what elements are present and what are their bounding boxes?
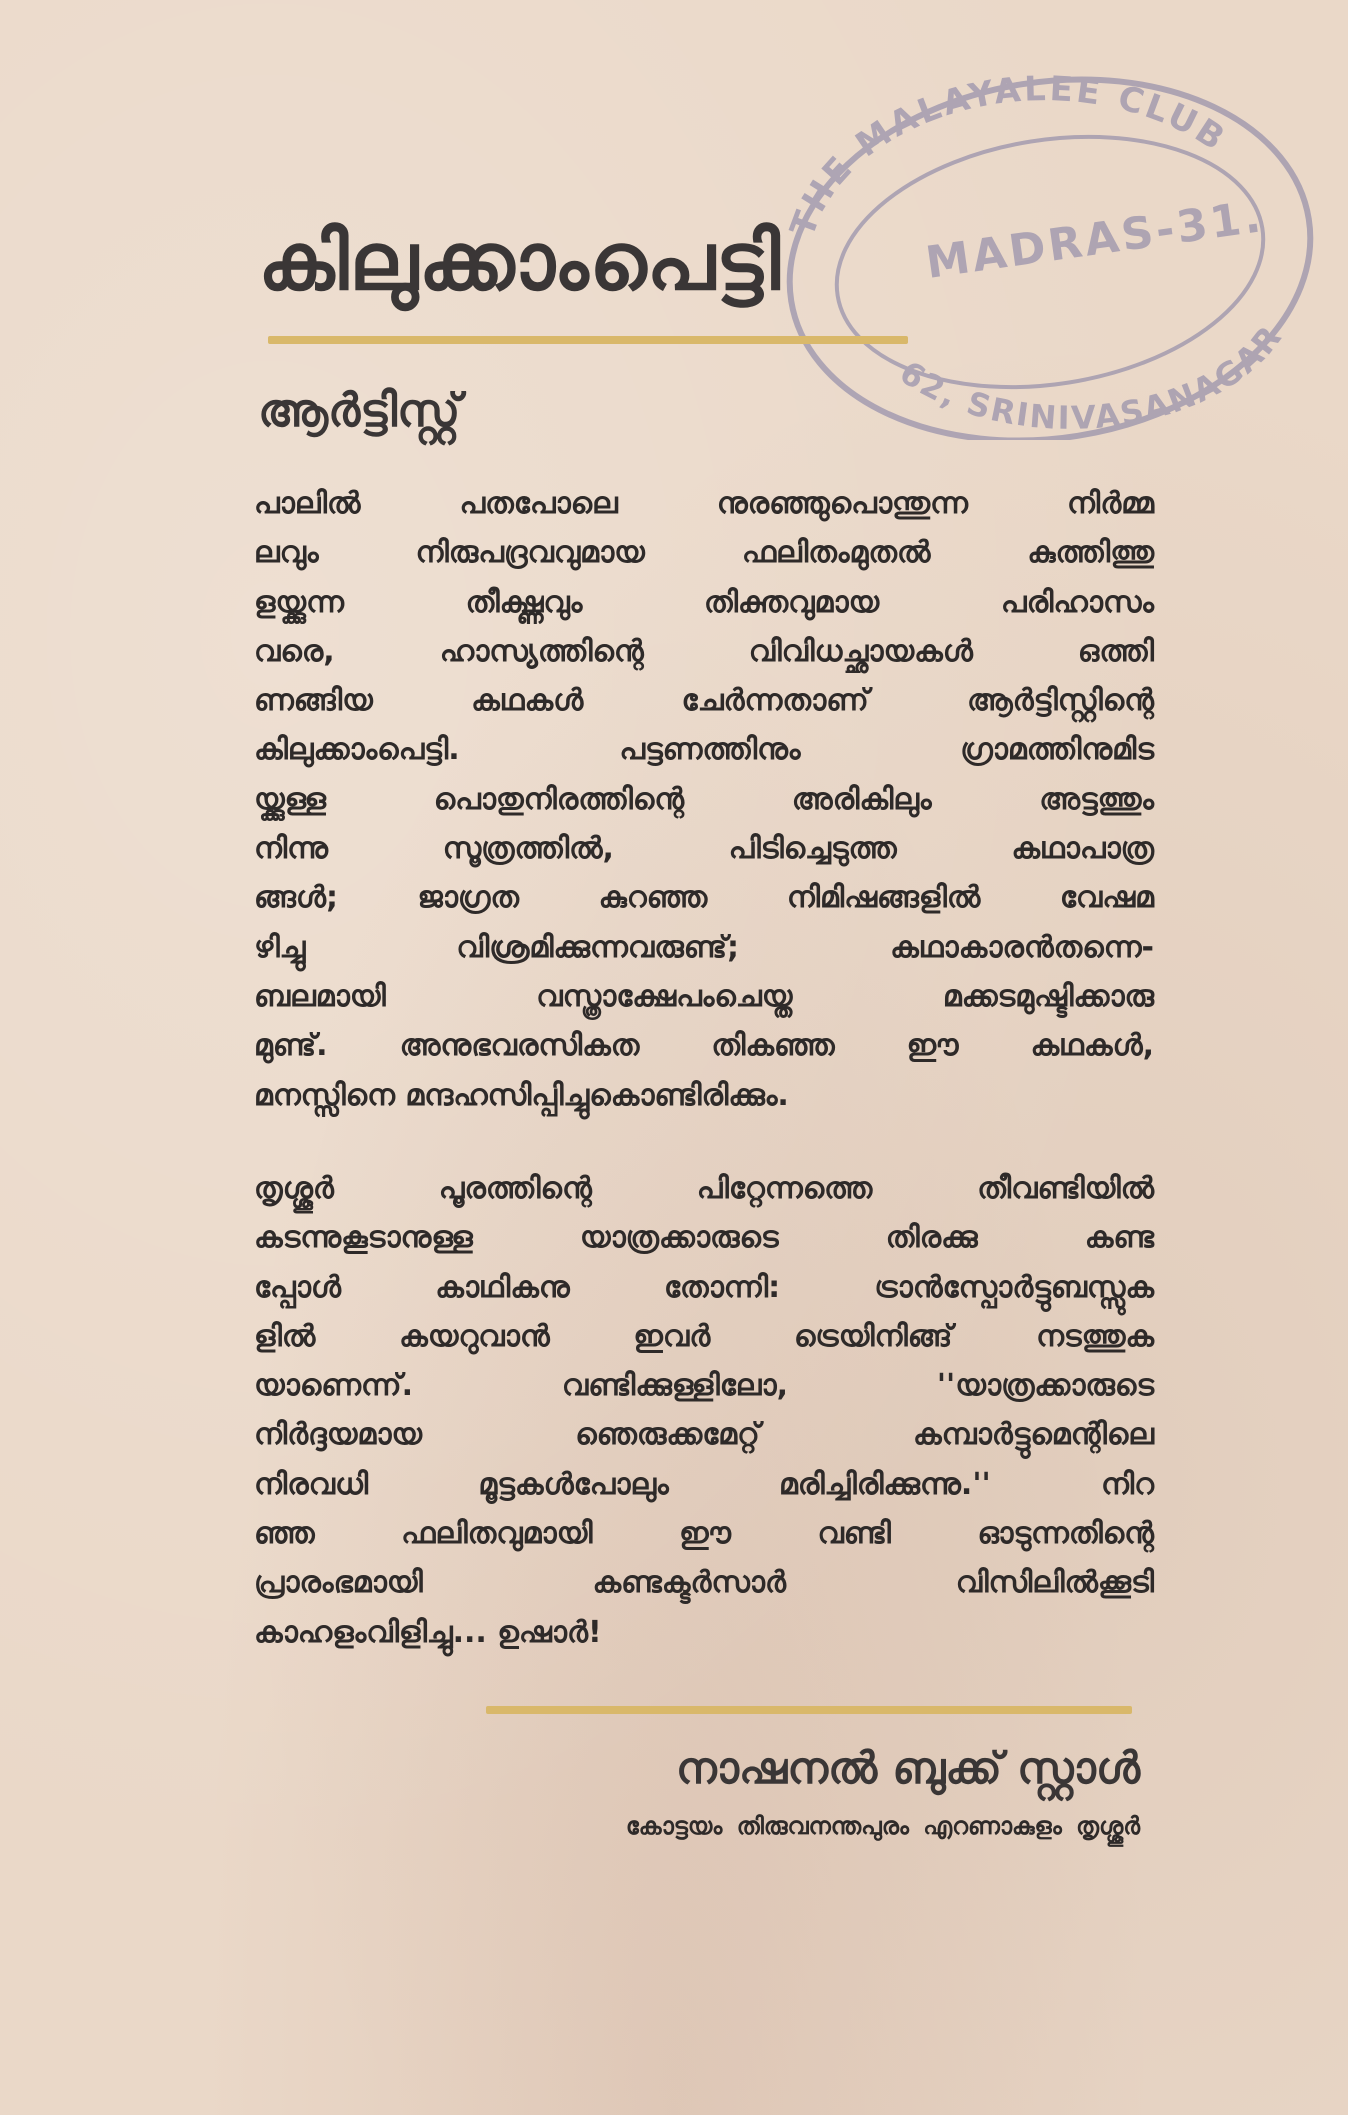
stamp-top-text: THE MALAYALEE CLUB (782, 69, 1234, 242)
blurb-line: ലവും നിരുപദ്രവവുമായ ഫലിതംമുതൽ കുത്തിത്തു (254, 535, 1154, 571)
blurb-line: പ്പോൾ കാഥികനു തോന്നി: ട്രാൻസ്പോർട്ടുബസ്സുക (254, 1269, 1154, 1305)
publisher-divider (486, 1706, 1132, 1714)
publisher-cities: കോട്ടയം തിരുവനന്തപുരം എറണാകുളം തൃശ്ശൂർ (625, 1812, 1140, 1840)
blurb-paragraph-1 (254, 479, 1154, 1120)
blurb-line: പാലിൽ പതപോലെ നുരഞ്ഞുപൊന്തുന്ന നിർമ്മ (254, 486, 1154, 521)
library-stamp (740, 40, 1330, 440)
blurb-line: യാണെന്ന്. വണ്ടിക്കുള്ളിലോ, ''യാത്രക്കാരുടെ (254, 1368, 1154, 1404)
author-name: ആർട്ടിസ്റ്റ് (258, 383, 461, 437)
blurb-line: ങ്ങൾ; ജാഗ്രത കുറഞ്ഞ നിമിഷങ്ങളിൽ വേഷമ (254, 880, 1154, 916)
blurb-line: വരെ, ഹാസ്യത്തിന്റെ വിവിധച്ഛായകൾ ഒത്തി (254, 633, 1154, 669)
blurb-line: കടന്നുകൂടാനുള്ള യാത്രക്കാരുടെ തിരക്കു കണ്ട (254, 1220, 1154, 1256)
blurb-line: പ്രാരംഭമായി കണ്ടക്ടർസാർ വിസിലിൽക്കൂടി (254, 1565, 1154, 1601)
blurb-line: ണങ്ങിയ കഥകൾ ചേർന്നതാണ് ആർട്ടിസ്റ്റിന്റെ (254, 683, 1154, 719)
stamp-bottom-text: 62, SRINIVASANAGAR (892, 317, 1290, 438)
blurb-line: നിർദ്ദയമായ ഞെരുക്കമേറ്റ് കമ്പാർട്ടുമെന്റിലെ (254, 1417, 1154, 1453)
blurb-line: മുണ്ട്. അനുഭവരസികത തികഞ്ഞ ഈ കഥകൾ, (254, 1028, 1154, 1064)
blurb-line: യ്ക്കുള്ള പൊതുനിരത്തിന്റെ അരികിലും അട്ടത്തും (254, 781, 1154, 817)
blurb-line: നിരവധി മൂട്ടകൾപോലും മരിച്ചിരിക്കുന്നു.'' നിറ (254, 1466, 1154, 1502)
blurb-line: കിലുക്കാംപെട്ടി. പട്ടണത്തിനും ഗ്രാമത്തിനുമിട (254, 732, 1154, 768)
blurb-line: കാഹളംവിളിച്ചു... ഉഷാർ! (254, 1614, 602, 1650)
blurb-line: തൃശ്ശൂർ പൂരത്തിന്റെ പിറ്റേന്നത്തെ തീവണ്ടിയിൽ (254, 1171, 1154, 1206)
blurb-line: നിന്നു സൂത്രത്തിൽ, പിടിച്ചെടുത്ത കഥാപാത്ര (254, 831, 1154, 867)
blurb-line: ളിൽ കയറുവാൻ ഇവർ ട്രെയിനിങ്ങ് നടത്തുക (254, 1318, 1154, 1354)
stamp-middle-text: MADRAS-31. (922, 191, 1267, 289)
blurb-line: ഞ്ഞ ഫലിതവുമായി ഈ വണ്ടി ഓടുന്നതിന്റെ (254, 1516, 1154, 1552)
blurb-line: ളയ്ക്കുന്ന തീക്ഷ്ണവും തിക്തവുമായ പരിഹാസം (254, 584, 1154, 620)
blurb-line: മനസ്സിനെ മന്ദഹസിപ്പിച്ചുകൊണ്ടിരിക്കും. (254, 1077, 789, 1113)
blurb-paragraph-2 (254, 1164, 1154, 1657)
publisher-name: നാഷനൽ ബുക്ക് സ്റ്റാൾ (675, 1743, 1140, 1794)
blurb-line: ബലമായി വസ്ത്രാക്ഷേപംചെയ്ത മക്കടമുഷ്ടിക്കാരു (254, 978, 1154, 1014)
title-divider (268, 336, 908, 344)
blurb-line: ഴിച്ചു വിശ്രമിക്കുന്നവരുണ്ട്; കഥാകാരൻതന്നെ- (254, 929, 1154, 965)
book-title: കിലുക്കാംപെട്ടി (258, 215, 782, 308)
